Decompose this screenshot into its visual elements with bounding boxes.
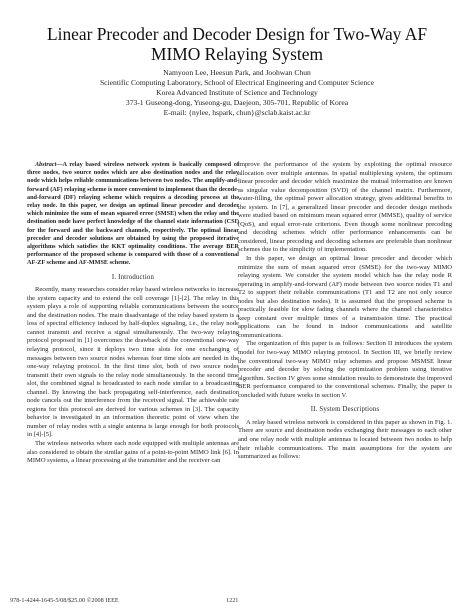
left-column [27, 161, 239, 466]
footer-page-number: 1221 [226, 597, 239, 604]
right-paragraph-1: improve the performance of the system by exploiting the optimal resource allocation over multiple antennas. In spatial multiplexing system, the optimum linear precoder and decoder which maximize the mutual information are known as singular value decomposition (SVD) of the channel matrix. Furthermore, water-filling, the optimal power allocation strategy, gives additional benefits to the system. In [7], a generalized linear precoder and decoder design methods were studied based on minimum mean squared error (MMSE), quality of service (QoS), and equal error-rate criterions. Even though some nonlinear precoding and decoding schemes which offer performance enhancements can be considered, linear precoding and decoding schemes are preferable than nonlinear schemes due to the simplicity of implementation. [238, 161, 452, 254]
author-address: 373-1 Guseong-dong, Yuseong-gu, Daejeon, 305-701, Republic of Korea [125, 98, 349, 108]
abstract-lead: Abstract [35, 161, 57, 168]
right-paragraph-3: The organization of this paper is as follows: Section II introduces the system model for two-way MIMO relaying protocol. In Section III, we briefly review the conventional two-way MIMO relay schemes and propose MSMSE linear precoder and decoder by solving the optimization problem using iterative algorithm. Section IV gives some simulation results to demonstrate the improved BER performance compared to the conventional schemes. Finally, the paper is concluded with future works in section V. [238, 340, 452, 399]
paper-title: Linear Precoder and Decoder Design for Two-Way AF MIMO Relaying System [46, 24, 427, 64]
abstract [27, 161, 239, 268]
intro-heading: I. Introduction [111, 273, 155, 281]
intro-paragraph-1: Recently, many researches consider relay based wireless networks to increase the system capacity and to extend the cell coverage [1]-[2]. The relay in this system plays a role of supporting reliable communications between the source and the destination nodes. The main disadvantage of the relay based system is a loss of spectral efficiency induced by half-duplex signaling, i.e., the relay node cannot transmit and receive a signal simultaneously. The two-way relaying protocol proposed in [1] overcomes the drawback of the conventional one-way relaying protocol, since it deploys two time slots for one exchanging of messages between two source nodes whereas four time slots are needed in the one-way relaying protocol. In the first time slot, both of two source nodes transmit their own signals to the relay node simultaneously. In the second time slot, the combined signal is broadcasted to each node similar to a broadcasting channel. By knowing the back propagating self-interference, each destination node cancels out the interference from the received signal. The achievable rate regions for this protocol are derived for various schemes in [3]. The capacity behavior is investigated in an information theoretic point of view when the number of relay nodes with a single antenna is large enough for both protocols in [4]-[5]. [27, 286, 239, 439]
system-paragraph-1: A relay based wireless network is considered in this paper as shown in Fig. 1. There are source and destination nodes exchanging their messages to each other and one relay node with multiple antennas is located between two nodes to help their reliable communications. The main assumptions for the system are summarized as follows: [238, 418, 452, 461]
right-paragraph-2: In this paper, we design an optimal linear precoder and decoder which minimize the sum of mean squared error (SMSE) for the two-way MIMO relaying system. We consider the system model which has the relay node R operating in amplify-and-forward (AF) mode between two source nodes T1 and T2 to support their reliable communications (T1 and T2 are not only source nodes but also destination nodes). It is assumed that the proposed scheme is practically feasible for slow fading channels where the channel characteristics keep constant over multiple times of a transmission time. The practical applications can be found in indoor communications and satellite communications. [238, 255, 452, 339]
right-column [238, 161, 452, 462]
author-lab: Scientific Computing Laboratory, School of Electrical Engineering and Computer Science [99, 78, 375, 88]
author-institute: Korea Advanced Institute of Science and Technology [156, 88, 318, 98]
footer-isbn: 978-1-4244-1645-5/08/$25.00 ©2008 IEEE [10, 597, 119, 604]
system-heading: II. System Descriptions [310, 406, 380, 414]
intro-paragraph-2: The wireless networks where each node equipped with multiple antennas are also considered to obtain the similar gains of a point-to-point MIMO link [6]. In MIMO systems, a linear processing at the transmitter and the receiver can [27, 440, 239, 465]
abstract-text: —A relay based wireless network system is basically composed of three nodes, two source nodes which are also destination nodes and the relay node which helps reliable communications between two nodes. The amplify-and-forward (AF) relaying scheme is more convenient to implement than the decode-and-forward (DF) relaying scheme which requires a decoding process at the relay node. In this paper, we design an optimal linear precoder and decoder which minimize the sum of mean squared error (SMSE) when the relay and the destination node have perfect knowledge of the channel state information (CSI) for the forward and the backward channels, respectively. The optimal linear precoder and decoder solutions are obtained by using the proposed iterative algorithms which satisfies the KKT optimality conditions. The average BER performance of the proposed scheme is compared with those of a conventional AF-ZF scheme and AF-MMSE scheme. [27, 161, 239, 267]
author-names: Namyoon Lee, Heesun Park, and Joohwan Chun [163, 68, 311, 77]
author-email: E-mail: {nylee, hspark, chun}@sclab.kaist.ac.kr [163, 108, 311, 118]
author-block [40, 68, 434, 118]
